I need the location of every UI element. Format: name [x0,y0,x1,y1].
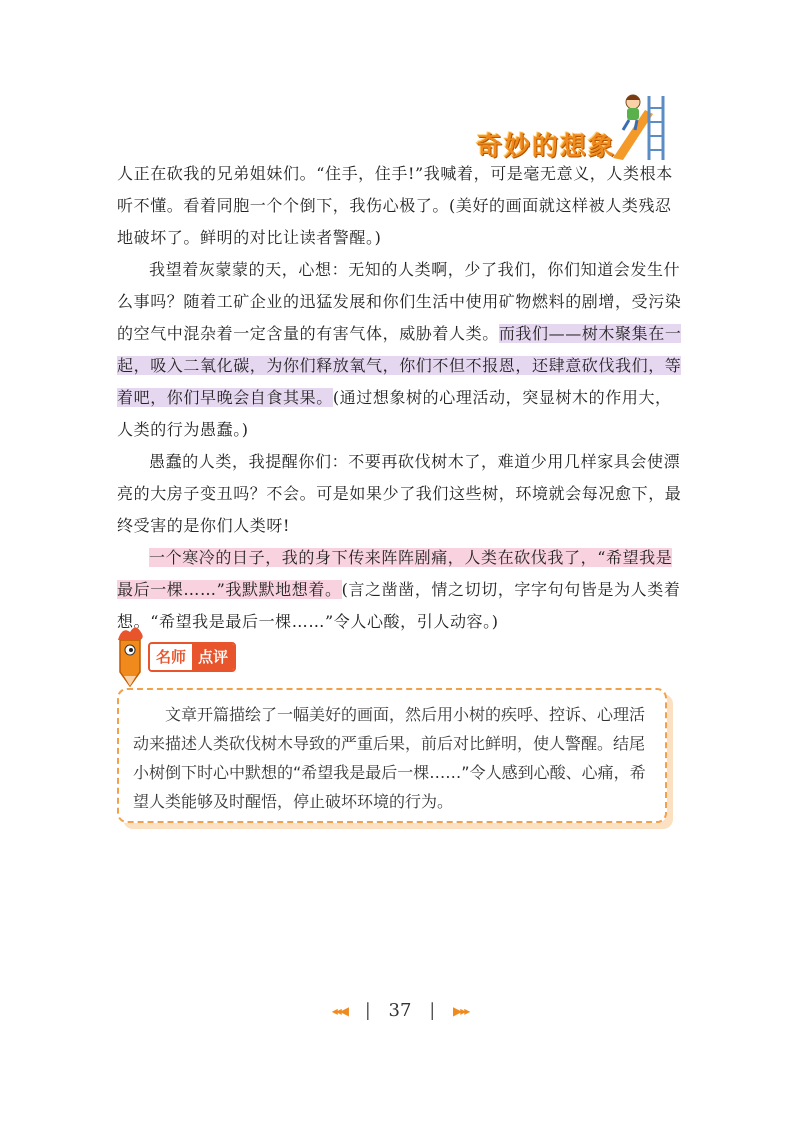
separator: | [364,1000,371,1021]
teacher-comment-box [117,688,667,823]
text-segment: 人正在砍我的兄弟姐妹们。“住手，住手!”我喊着，可是毫无意义，人类根本听不懂。看着同胞一个个倒下，我伤心极了。(美好的画面就这样被人类残忍地破坏了。鲜明的对比让读者警醒。) [117,164,673,247]
teacher-comment-tag [148,642,236,672]
paragraph-1 [117,158,682,254]
chapter-header [440,88,680,168]
page-footer [0,1000,800,1021]
annotation-text: (通过想象树的心理活动，突显树木的作用大，人类的行为愚蠢。) [117,388,672,439]
article-body [117,158,682,638]
pencil-mascot-icon [110,620,150,690]
separator: | [429,1000,436,1021]
chapter-title: 奇妙的想象 [476,132,617,162]
highlighted-text-pink: 一个寒冷的日子，我的身下传来阵阵剧痛，人类在砍伐我了，“希望我是最后一棵……”我默默地想着。 [117,548,673,599]
highlighted-text-purple: 而我们——树木聚集在一起，吸入二氧化碳，为你们释放氧气，你们不但不报恩，还肆意砍伐我们，等着吧，你们早晚会自食其果。 [117,324,682,407]
page-number: 37 [388,1000,412,1021]
text-segment: 愚蠢的人类，我提醒你们：不要再砍伐树木了，难道少用几样家具会使漂亮的大房子变丑吗？不会。可是如果少了我们这些树，环境就会每况愈下，最终受害的是你们人类呀! [117,452,682,535]
teacher-comment-header [110,620,290,690]
teacher-comment-text: 文章开篇描绘了一幅美好的画面，然后用小树的疾呼、控诉、心理活动来描述人类砍伐树木导致的严重后果，前后对比鲜明，使人警醒。结尾小树倒下时心中默想的“希望我是最后一棵……”令人感到心酸、心痛，希望人类能够及时醒悟，停止破坏环境的行为。 [133,705,646,811]
annotation-text: (言之凿凿，情之切切，字字句句皆是为人类着想。“希望我是最后一棵……”令人心酸，引人动容。) [117,580,681,631]
left-arrows-icon: ◂◂◀ [331,1004,347,1018]
paragraph-2 [117,254,682,446]
paragraph-3 [117,446,682,542]
right-arrows-icon: ▶▸▸ [453,1004,469,1018]
tag-label-right: 点评 [192,644,234,670]
text-segment: 我望着灰蒙蒙的天，心想：无知的人类啊，少了我们，你们知道会发生什么事吗？随着工矿企业的迅猛发展和你们生活中使用矿物燃料的剧增，受污染的空气中混杂着一定含量的有害气体，威胁着人类。 [117,260,682,343]
tag-label-left: 名师 [150,644,192,670]
